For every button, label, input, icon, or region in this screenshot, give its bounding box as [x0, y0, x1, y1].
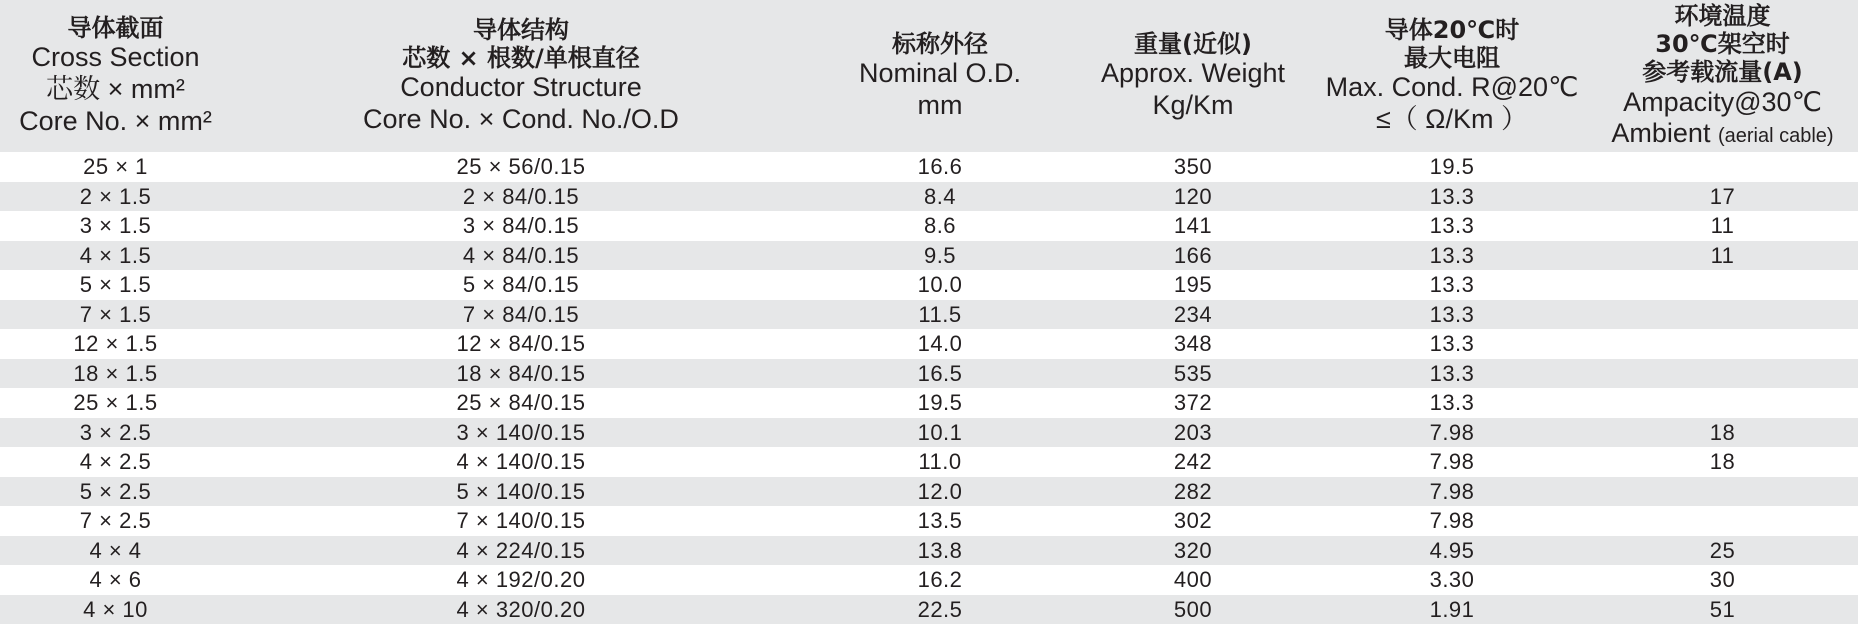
header-od-en: Nominal O.D. [858, 58, 1022, 89]
cell-structure: 25 × 56/0.15 [456, 154, 586, 180]
header-cross-section [0, 0, 231, 152]
cell-cross-section: 3 × 1.5 [79, 213, 152, 239]
table-row [0, 359, 1858, 389]
table-row [0, 595, 1858, 624]
cell-resistance: 13.3 [1429, 213, 1475, 239]
header-weight-zh: 重量(近似) [1134, 29, 1252, 58]
cell-weight: 195 [1173, 272, 1213, 298]
cell-structure: 4 × 192/0.20 [456, 567, 586, 593]
cell-ampacity: 25 [1709, 537, 1736, 563]
cell-ampacity [1587, 329, 1858, 359]
header-structure [231, 0, 811, 152]
header-weight [1069, 0, 1317, 152]
cell-resistance: 19.5 [1429, 154, 1475, 180]
header-resistance-zh-2: 最大电阻 [1404, 44, 1500, 73]
cell-weight: 320 [1173, 537, 1213, 563]
cell-cross-section: 18 × 1.5 [73, 360, 158, 386]
table-row [0, 182, 1858, 212]
cell-ampacity: 17 [1709, 183, 1736, 209]
cell-resistance: 7.98 [1429, 449, 1475, 475]
cell-od: 14.0 [917, 331, 963, 357]
header-cross-section-en-unit: Core No. × mm² [19, 106, 212, 137]
header-row [0, 0, 1858, 152]
cell-cross-section: 5 × 1.5 [79, 272, 152, 298]
cell-structure: 12 × 84/0.15 [456, 331, 586, 357]
table-row [0, 418, 1858, 448]
header-ampacity-zh-2: 30℃架空时 [1655, 29, 1790, 58]
cell-ampacity [1587, 300, 1858, 330]
cell-resistance: 13.3 [1429, 301, 1475, 327]
cell-ampacity: 18 [1709, 449, 1736, 475]
cell-cross-section: 4 × 1.5 [79, 242, 152, 268]
cell-od: 11.5 [918, 301, 962, 327]
cell-od: 22.5 [917, 596, 963, 622]
cell-weight: 166 [1173, 242, 1213, 268]
header-resistance-en: Max. Cond. R@20℃ [1325, 72, 1579, 103]
cell-resistance: 13.3 [1429, 242, 1475, 268]
cell-structure: 25 × 84/0.15 [456, 390, 586, 416]
cell-structure: 3 × 84/0.15 [462, 213, 580, 239]
table-header [0, 0, 1858, 152]
cell-cross-section: 25 × 1 [83, 154, 148, 180]
cell-od: 19.5 [917, 390, 963, 416]
cell-ampacity: 11 [1710, 213, 1735, 239]
table-row [0, 300, 1858, 330]
table-row [0, 536, 1858, 566]
header-resistance-unit: ≤（ Ω/Km ） [1375, 104, 1528, 135]
cell-structure: 4 × 140/0.15 [456, 449, 586, 475]
cell-weight: 400 [1173, 567, 1213, 593]
cell-structure: 2 × 84/0.15 [462, 183, 580, 209]
table-row [0, 329, 1858, 359]
cell-resistance: 13.3 [1429, 331, 1475, 357]
cell-structure: 5 × 140/0.15 [456, 478, 586, 504]
cell-structure: 4 × 320/0.20 [456, 596, 586, 622]
cell-structure: 5 × 84/0.15 [462, 272, 580, 298]
cell-structure: 4 × 224/0.15 [456, 537, 586, 563]
cell-od: 13.8 [917, 537, 963, 563]
cell-ampacity [1587, 270, 1858, 300]
cell-resistance: 7.98 [1429, 508, 1475, 534]
cell-resistance: 3.30 [1429, 567, 1475, 593]
cell-cross-section: 7 × 2.5 [79, 508, 152, 534]
cell-ampacity: 51 [1709, 596, 1736, 622]
cell-cross-section: 4 × 2.5 [79, 449, 152, 475]
header-weight-en: Approx. Weight [1100, 58, 1286, 89]
cell-od: 12.0 [917, 478, 963, 504]
cell-weight: 350 [1173, 154, 1213, 180]
cell-weight: 282 [1173, 478, 1213, 504]
cell-resistance: 7.98 [1429, 419, 1475, 445]
cell-od: 16.5 [917, 360, 963, 386]
header-ampacity-en: Ampacity@30℃ [1623, 86, 1822, 117]
table-row [0, 506, 1858, 536]
table-row [0, 565, 1858, 595]
cell-cross-section: 4 × 6 [89, 567, 142, 593]
table-row [0, 211, 1858, 241]
header-structure-zh: 导体结构 [473, 15, 569, 44]
cell-cross-section: 3 × 2.5 [79, 419, 152, 445]
cell-od: 16.6 [917, 154, 963, 180]
header-ampacity-ambient-label: Ambient [1611, 118, 1711, 149]
cell-od: 8.6 [923, 213, 957, 239]
cell-ampacity: 30 [1709, 567, 1736, 593]
cell-structure: 3 × 140/0.15 [456, 419, 586, 445]
cell-ampacity [1587, 477, 1858, 507]
table-row [0, 270, 1858, 300]
header-od [811, 0, 1069, 152]
cell-weight: 203 [1173, 419, 1213, 445]
cell-weight: 120 [1173, 183, 1213, 209]
cell-cross-section: 2 × 1.5 [79, 183, 152, 209]
table-row [0, 447, 1858, 477]
cell-cross-section: 25 × 1.5 [73, 390, 158, 416]
cell-cross-section: 12 × 1.5 [73, 331, 158, 357]
header-resistance-zh: 导体20℃时 [1384, 15, 1520, 44]
cell-od: 9.5 [923, 242, 957, 268]
header-resistance [1317, 0, 1587, 152]
cell-resistance: 1.91 [1429, 596, 1475, 622]
cell-resistance: 4.95 [1429, 537, 1475, 563]
cell-structure: 7 × 84/0.15 [462, 301, 580, 327]
header-od-unit: mm [917, 90, 963, 121]
header-cross-section-zh: 导体截面 [67, 14, 164, 43]
cell-od: 16.2 [917, 567, 963, 593]
header-ampacity-ambient [1587, 118, 1858, 150]
cell-ampacity: 18 [1709, 419, 1736, 445]
header-cross-section-zh-unit: 芯数 × mm² [46, 74, 185, 105]
cell-cross-section: 7 × 1.5 [79, 301, 152, 327]
cell-cross-section: 4 × 10 [83, 596, 148, 622]
cell-resistance: 13.3 [1429, 183, 1475, 209]
table-row [0, 152, 1858, 182]
cell-cross-section: 4 × 4 [89, 537, 142, 563]
cell-ampacity [1587, 388, 1858, 418]
cell-weight: 234 [1173, 301, 1213, 327]
table-body [0, 152, 1858, 624]
cell-resistance: 13.3 [1429, 272, 1475, 298]
header-ampacity-zh-3: 参考载流量(A) [1642, 58, 1803, 87]
cell-structure: 18 × 84/0.15 [456, 360, 586, 386]
header-structure-zh-detail: 芯数 × 根数/单根直径 [402, 44, 640, 73]
cell-resistance: 13.3 [1429, 390, 1475, 416]
cell-ampacity [1587, 359, 1858, 389]
cell-od: 10.0 [917, 272, 963, 298]
cell-weight: 535 [1173, 360, 1213, 386]
cell-od: 11.0 [918, 449, 962, 475]
cell-ampacity [1587, 506, 1858, 536]
cell-cross-section: 5 × 2.5 [79, 478, 152, 504]
table-row [0, 477, 1858, 507]
table-row [0, 388, 1858, 418]
header-weight-unit: Kg/Km [1152, 90, 1234, 121]
header-cross-section-en: Cross Section [31, 42, 200, 73]
cell-weight: 348 [1173, 331, 1213, 357]
header-structure-en: Conductor Structure [400, 72, 642, 103]
cell-weight: 372 [1173, 390, 1213, 416]
cell-resistance: 7.98 [1429, 478, 1475, 504]
table-row [0, 241, 1858, 271]
cell-weight: 500 [1173, 596, 1213, 622]
cell-weight: 302 [1173, 508, 1213, 534]
header-ampacity [1587, 0, 1858, 152]
header-ampacity-aerial-note: (aerial cable) [1717, 125, 1834, 148]
cell-ampacity: 11 [1710, 242, 1735, 268]
header-structure-en-detail: Core No. × Cond. No./O.D [363, 104, 679, 135]
cell-resistance: 13.3 [1429, 360, 1475, 386]
cell-structure: 7 × 140/0.15 [456, 508, 586, 534]
cell-od: 10.1 [917, 419, 963, 445]
cell-od: 13.5 [917, 508, 963, 534]
cell-structure: 4 × 84/0.15 [462, 242, 580, 268]
cell-weight: 242 [1173, 449, 1213, 475]
cell-od: 8.4 [923, 183, 957, 209]
header-od-zh: 标称外径 [892, 29, 988, 58]
cell-ampacity [1587, 152, 1858, 182]
header-ampacity-zh: 环境温度 [1674, 1, 1771, 30]
cell-weight: 141 [1173, 213, 1213, 239]
